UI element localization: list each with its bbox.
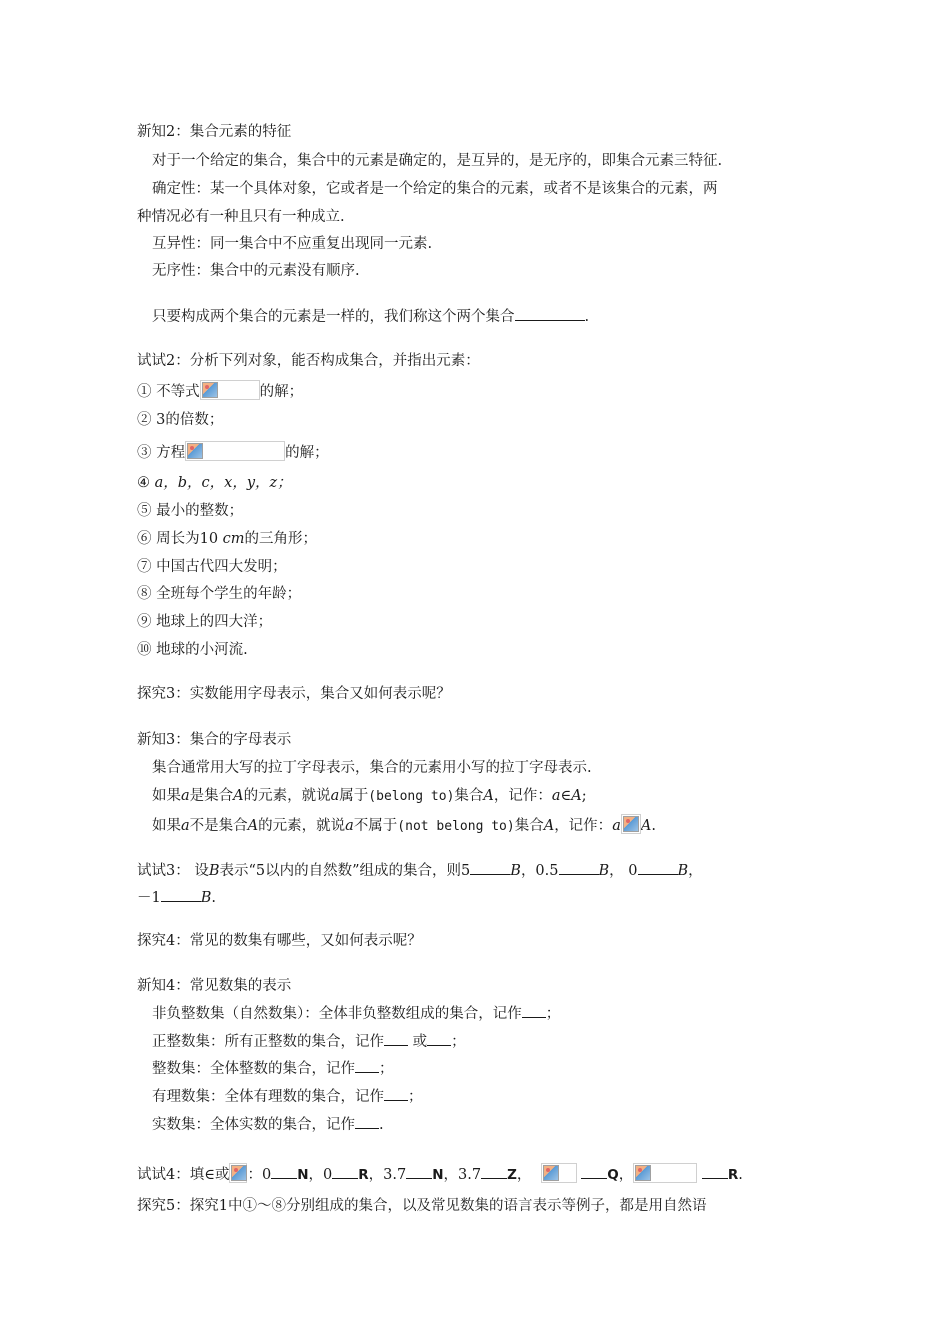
- not-element-of-symbol-icon: [621, 814, 641, 834]
- set-symbol: N: [432, 1167, 444, 1183]
- text: ，记作：: [554, 818, 613, 834]
- tanjiu4-title: 探究4：常见的数集有哪些，又如何表示呢？: [137, 933, 422, 949]
- text: 表示“5以内的自然数”组成的集合，则5: [219, 863, 471, 879]
- var: A: [233, 788, 244, 804]
- var: A: [483, 788, 494, 804]
- shishi2-title: 试试2：分析下列对象，能否构成集合，并指出元素：: [137, 353, 480, 369]
- xinzhi4-title: 新知4：常见数集的表示: [137, 978, 292, 994]
- answer-blank[interactable]: [406, 1164, 432, 1179]
- answer-blank[interactable]: [332, 1164, 358, 1179]
- answer-blank[interactable]: [355, 1114, 379, 1129]
- xinzhi2-p3: 互异性：同一集合中不应重复出现同一元素.: [152, 236, 433, 252]
- xinzhi3-p3: [152, 814, 656, 837]
- text: 的解；: [259, 384, 304, 400]
- text: ⑥ 周长为10: [137, 531, 223, 547]
- text: 的元素，就说: [243, 788, 331, 804]
- var: a: [612, 818, 621, 834]
- text: 正整数集：所有正整数的集合，记作: [152, 1034, 384, 1050]
- shishi2-item8: ⑧ 全班每个学生的年龄；: [137, 586, 302, 602]
- answer-blank[interactable]: [161, 887, 201, 902]
- text: ，3.7: [443, 1167, 482, 1183]
- xinzhi4-line3: [152, 1058, 394, 1079]
- text: ，0.5: [520, 863, 559, 879]
- answer-blank[interactable]: [384, 1031, 408, 1046]
- shishi2-item2: ② 3的倍数；: [137, 412, 224, 428]
- text: .: [651, 818, 656, 834]
- text: 不是集合: [189, 818, 248, 834]
- shishi3-line2: [137, 887, 216, 908]
- shishi4-line: [137, 1163, 743, 1185]
- set-symbol: Q: [607, 1167, 619, 1183]
- var: B: [510, 863, 521, 879]
- text: 如果: [152, 818, 181, 834]
- english-term: (not belong to): [397, 819, 515, 834]
- xinzhi4-line5: [152, 1114, 384, 1135]
- variables: a，b，c，x，y，z；: [154, 475, 292, 491]
- text: ③ 方程: [137, 445, 186, 461]
- xinzhi2-p2a: 确定性：某一个具体对象，它或者是一个给定的集合的元素，或者不是该集合的元素，两: [152, 181, 718, 197]
- answer-blank[interactable]: [638, 860, 678, 875]
- formula-image-icon: [541, 1163, 577, 1183]
- xinzhi2-title: 新知2：集合元素的特征: [137, 124, 292, 140]
- answer-blank[interactable]: [481, 1164, 507, 1179]
- var: A: [543, 818, 555, 834]
- text: ；: [379, 1061, 394, 1077]
- xinzhi3-title: 新知3：集合的字母表示: [137, 732, 292, 748]
- answer-blank[interactable]: [515, 306, 585, 321]
- var: B: [208, 863, 220, 879]
- text: ， 0: [609, 863, 638, 879]
- text: 的解；: [285, 445, 329, 461]
- text: 集合: [454, 788, 484, 804]
- set-symbol: Z: [507, 1167, 517, 1183]
- var: B: [200, 890, 212, 906]
- xinzhi3-p1: 集合通常用大写的拉丁字母表示，集合的元素用小写的拉丁字母表示.: [152, 760, 592, 776]
- text: 试试3： 设: [137, 863, 209, 879]
- var: A: [571, 788, 582, 804]
- text: ：0: [247, 1167, 272, 1183]
- text: 属于: [339, 788, 369, 804]
- answer-blank[interactable]: [271, 1164, 297, 1179]
- text: .: [211, 890, 216, 906]
- text: ；: [408, 1089, 423, 1105]
- text: ，: [516, 1167, 532, 1183]
- shishi2-item9: ⑨ 地球上的四大洋；: [137, 614, 273, 630]
- answer-blank[interactable]: [702, 1164, 728, 1179]
- answer-blank[interactable]: [355, 1058, 379, 1073]
- var: B: [598, 863, 610, 879]
- xinzhi2-p5: [152, 306, 589, 327]
- text: 不属于: [353, 818, 398, 834]
- shishi3-line1: [137, 860, 703, 881]
- text: 有理数集：全体有理数的集合，记作: [152, 1089, 384, 1105]
- set-symbol: R: [727, 1167, 739, 1183]
- var: A: [640, 818, 652, 834]
- xinzhi3-p2: [152, 786, 587, 807]
- text: 只要构成两个集合的元素是一样的，我们称这个两个集合: [152, 309, 515, 325]
- text: ，3.7: [368, 1167, 407, 1183]
- text: .: [584, 309, 590, 325]
- text: .: [379, 1117, 384, 1133]
- text: ;: [581, 788, 587, 804]
- tanjiu5-text: 探究5：探究1中①～⑧分别组成的集合，以及常见数集的语言表示等例子，都是用自然语: [137, 1198, 707, 1214]
- var: A: [247, 818, 259, 834]
- text: ，记作：: [493, 788, 552, 804]
- not-element-of-symbol-icon: [229, 1163, 247, 1183]
- english-term: (belong to): [368, 789, 455, 804]
- shishi2-item10: ⑩ 地球的小河流.: [137, 642, 248, 658]
- var: a: [345, 818, 354, 834]
- var: a: [551, 788, 561, 804]
- text: .: [738, 1167, 743, 1183]
- unit: cm: [222, 531, 245, 547]
- answer-blank[interactable]: [581, 1164, 607, 1179]
- set-symbol: N: [297, 1167, 309, 1183]
- text: ④: [137, 475, 155, 491]
- xinzhi2-p1: 对于一个给定的集合，集合中的元素是确定的，是互异的，是无序的，即集合元素三特征.: [152, 153, 723, 169]
- answer-blank[interactable]: [384, 1086, 408, 1101]
- formula-image-icon: [200, 380, 260, 400]
- shishi2-item7: ⑦ 中国古代四大发明；: [137, 559, 287, 575]
- text: ，: [688, 863, 703, 879]
- formula-image-icon: [633, 1163, 697, 1183]
- text: 集合: [514, 818, 544, 834]
- shishi2-item3: [137, 441, 329, 463]
- text: ，0: [308, 1167, 333, 1183]
- xinzhi2-p4: 无序性：集合中的元素没有顺序.: [152, 263, 360, 279]
- xinzhi2-p2b: 种情况必有一种且只有一种成立.: [137, 209, 345, 225]
- text: 的元素，就说: [258, 818, 346, 834]
- text: －1: [137, 890, 161, 906]
- formula-image-icon: [185, 441, 285, 461]
- text: ，: [618, 1167, 634, 1183]
- text: 整数集：全体整数的集合，记作: [152, 1061, 355, 1077]
- answer-blank[interactable]: [522, 1003, 546, 1018]
- answer-blank[interactable]: [470, 860, 510, 875]
- element-of-symbol: ∈: [560, 788, 572, 804]
- xinzhi4-line2: [152, 1031, 466, 1052]
- tanjiu3-title: 探究3：实数能用字母表示，集合又如何表示呢？: [137, 686, 451, 702]
- var: a: [181, 788, 190, 804]
- set-symbol: R: [358, 1167, 369, 1183]
- shishi2-item5: ⑤ 最小的整数；: [137, 503, 244, 519]
- text: ；: [451, 1034, 466, 1050]
- text: 是集合: [189, 788, 234, 804]
- text: 非负整数集（自然数集）：全体非负整数组成的集合，记作: [152, 1006, 522, 1022]
- var: a: [181, 818, 190, 834]
- text: ；: [545, 1006, 561, 1022]
- text: ① 不等式: [137, 384, 200, 400]
- text: 如果: [152, 788, 181, 804]
- xinzhi4-line1: [152, 1003, 560, 1024]
- answer-blank[interactable]: [559, 860, 599, 875]
- shishi2-item1: [137, 380, 303, 402]
- text: 的三角形；: [244, 531, 318, 547]
- text: 或: [408, 1034, 428, 1050]
- shishi2-item6: [137, 529, 317, 549]
- var: a: [330, 788, 340, 804]
- shishi2-item4: [137, 473, 292, 493]
- text: 实数集：全体实数的集合，记作: [152, 1117, 355, 1133]
- xinzhi4-line4: [152, 1086, 423, 1107]
- answer-blank[interactable]: [427, 1031, 451, 1046]
- text: 试试4：填∈或: [137, 1167, 230, 1183]
- var: B: [677, 863, 689, 879]
